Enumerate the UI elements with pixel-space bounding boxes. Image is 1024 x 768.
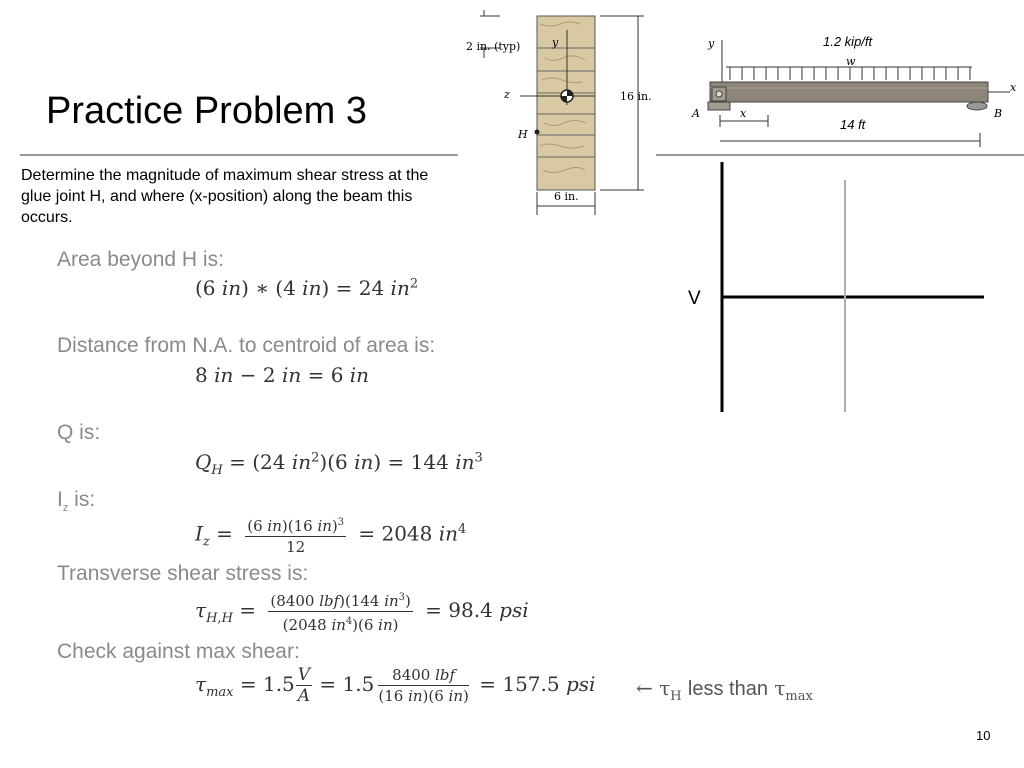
comparison-note: ← $\tau_H$ less than $\tau_{max}$ (636, 676, 813, 704)
cross-section-figure (460, 10, 660, 220)
distance-label: Distance from N.A. to centroid of area is: (57, 334, 436, 357)
iz-equation: $I_z$ = $\frac{(6 in)(16 in)^3}{12}$ = 2048 $in^4$ (195, 513, 466, 557)
support-a-label: A (692, 107, 700, 120)
check-label: Check against max shear: (57, 640, 300, 663)
section-z-label: z (504, 88, 510, 101)
dim-typ-label: 2 in. (typ) (466, 40, 521, 53)
length-label: 14 ft (840, 117, 866, 132)
shear-axis-label: V (688, 288, 701, 309)
problem-statement: Determine the magnitude of maximum shear stress at the glue joint H, and where (x-position) along the beam this occurs. (21, 167, 429, 226)
iz-label: $I_z$ is: (57, 488, 96, 515)
beam-figure (680, 25, 1024, 160)
shear-stress-equation: $\tau_{H,H}$ = $\frac{(8400 lbf)(144 in^3)}{(2048 in^4)(6 in)}$ = 98.4 psi (195, 588, 529, 635)
title-divider (20, 154, 458, 156)
q-equation: $Q_H = (24$ $in^2)(6$ in) = 144 $in^3$ (195, 450, 483, 478)
dim-height-label: 16 in. (620, 90, 652, 103)
area-label: Area beyond H is: (57, 248, 224, 271)
section-h-label: H (518, 128, 528, 141)
shear-diagram (716, 160, 990, 416)
load-label: 1.2 kip/ft (823, 34, 873, 49)
dim-width-label: 6 in. (554, 190, 579, 203)
max-shear-equation: $\tau_{max} = 1.5$ $\frac{V}{A}$ = 1.5 $\frac{\text{8400 lbf}}{(16 in)(6 in)}$ = 157.5 psi (195, 665, 596, 706)
area-equation: (6 in) ∗ (4 in) = 24 $in^2$ (195, 276, 419, 300)
beam-x-label: x (740, 107, 747, 120)
distance-equation: 8 in − 2 in = 6 in (195, 363, 370, 387)
load-w-label: w (846, 55, 856, 68)
beam-x-axis-label: x (1010, 81, 1017, 94)
slide-title: Practice Problem 3 (46, 90, 368, 132)
support-b-label: B (994, 107, 1003, 120)
section-y-label: y (552, 36, 559, 49)
page-number: 10 (976, 728, 991, 743)
beam-y-label: y (708, 37, 715, 50)
q-label: Q is: (57, 421, 101, 444)
shear-stress-label: Transverse shear stress is: (57, 562, 309, 585)
